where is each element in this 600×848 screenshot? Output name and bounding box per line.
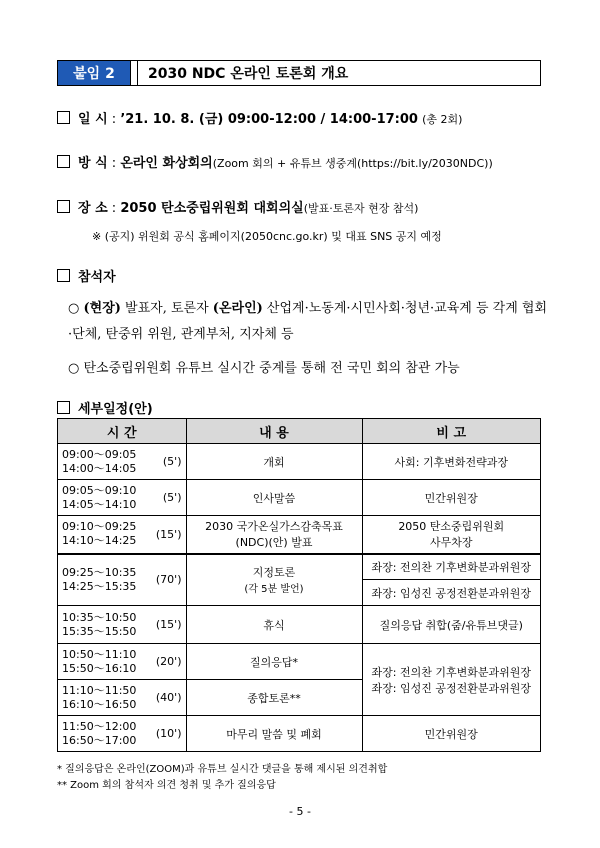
duration: (15') <box>152 516 187 554</box>
attendees-heading-text: 참석자 <box>78 270 116 285</box>
time-end: 16:10～16:50 <box>62 697 137 711</box>
content-line: 2030 국가온실가스감축목표 <box>205 520 343 534</box>
attachment-tag: 붙임 2 <box>58 61 130 85</box>
time-end: 15:50～16:10 <box>62 661 137 675</box>
schedule-table <box>57 418 541 752</box>
place-value: 2050 탄소중립위원회 대회의실 <box>120 201 304 216</box>
note-line: 좌장: 전의찬 기후변화분과위원장 <box>371 665 531 679</box>
checkbox-square-icon <box>57 155 70 168</box>
method-extra: (Zoom 회의 + 유튜브 생중계(https://bit.ly/2030NDC)) <box>212 157 493 170</box>
onsite-label: (현장) <box>83 301 121 316</box>
duration: (5') <box>152 444 187 480</box>
duration: (5') <box>152 480 187 516</box>
schedule-heading-text: 세부일정(안) <box>78 402 153 417</box>
duration: (20') <box>152 644 187 680</box>
duration: (70') <box>152 554 187 606</box>
document-title: 2030 NDC 온라인 토론회 개요 <box>148 66 349 82</box>
place-note: ※ (공지) 위원회 공식 홈페이지(2050cnc.go.kr) 및 대표 SNS 공지 예정 <box>92 230 442 243</box>
time-start: 10:35～10:50 <box>62 610 137 624</box>
page-number: - 5 - <box>289 805 311 818</box>
table-header-row <box>58 419 541 444</box>
content-cell: 질의응답* <box>186 644 362 680</box>
time-start: 09:10～09:25 <box>62 520 137 534</box>
checkbox-square-icon <box>57 111 70 124</box>
table-row <box>58 554 541 580</box>
time-end: 15:35～15:50 <box>62 624 137 638</box>
note-cell: 민간위원장 <box>362 480 541 516</box>
broadcast-text: 탄소중립위원회 유튜브 실시간 중계를 통해 전 국민 회의 참관 가능 <box>83 361 460 376</box>
time-end: 14:00～14:05 <box>62 461 137 475</box>
title-separator <box>130 61 138 85</box>
table-row <box>58 444 541 480</box>
table-row <box>58 606 541 644</box>
table-row <box>58 480 541 516</box>
time-start: 10:50～11:10 <box>62 647 137 661</box>
time-end: 14:10～14:25 <box>62 534 137 548</box>
note-cell: 질의응답 취합(줌/유튜브댓글) <box>362 606 541 644</box>
time-start: 11:50～12:00 <box>62 719 137 733</box>
date-label: 일 시 <box>78 112 108 127</box>
table-row <box>58 716 541 752</box>
circle-bullet-icon: ○ <box>68 361 84 376</box>
content-cell: 개회 <box>186 444 362 480</box>
time-start: 09:25～10:35 <box>62 565 137 579</box>
duration: (40') <box>152 680 187 716</box>
content-cell: 인사말씀 <box>186 480 362 516</box>
content-cell: 마무리 말씀 및 폐회 <box>186 716 362 752</box>
time-end: 16:50～17:00 <box>62 733 137 747</box>
attendees-paragraph-1 <box>68 296 548 348</box>
checkbox-square-icon <box>57 269 70 282</box>
table-row <box>58 644 541 680</box>
duration: (10') <box>152 716 187 752</box>
place-extra: (발표·토론자 현장 참석) <box>303 202 419 215</box>
method-value: 온라인 화상회의 <box>120 156 213 171</box>
note-cell: 민간위원장 <box>362 716 541 752</box>
time-end: 14:25～15:35 <box>62 579 137 593</box>
note-cell: 좌장: 전의찬 기후변화분과위원장 <box>362 554 541 580</box>
content-line: 지정토론 <box>252 566 296 580</box>
method-row: 방 식 : 온라인 화상회의(Zoom 회의 + 유튜브 생중계(https://bit.ly/2030NDC)) <box>57 152 493 171</box>
content-cell: 종합토론** <box>186 680 362 716</box>
time-end: 14:05～14:10 <box>62 497 137 511</box>
table-row <box>58 516 541 554</box>
content-cell <box>186 554 362 606</box>
footnote-1: * 질의응답은 온라인(ZOOM)과 유튜브 실시간 댓글을 통해 제시된 의견취합 <box>57 764 388 775</box>
content-cell <box>186 516 362 554</box>
method-label: 방 식 <box>78 156 108 171</box>
content-cell: 휴식 <box>186 606 362 644</box>
date-row: 일 시 : ’21. 10. 8. (금) 09:00-12:00 / 14:00-17:00 (총 2회) <box>57 108 462 127</box>
time-start: 09:00～09:05 <box>62 447 137 461</box>
duration: (15') <box>152 606 187 644</box>
checkbox-square-icon <box>57 200 70 213</box>
note-cell <box>362 516 541 554</box>
note-line: 2050 탄소중립위원회 <box>398 520 505 534</box>
title-bar <box>57 60 541 86</box>
attendees-paragraph-2 <box>68 356 548 382</box>
note-cell <box>362 644 541 716</box>
content-line: (NDC)(안) 발표 <box>235 536 313 550</box>
attendees-heading <box>57 266 116 285</box>
place-label: 장 소 <box>78 201 108 216</box>
note-line: 사무차장 <box>429 536 473 550</box>
time-start: 11:10～11:50 <box>62 683 137 697</box>
content-subline: (각 5분 발언) <box>244 584 304 596</box>
place-row: 장 소 : 2050 탄소중립위원회 대회의실(발표·토론자 현장 참석) <box>57 197 418 216</box>
note-cell: 좌장: 임성진 공정전환분과위원장 <box>362 580 541 606</box>
note-line: 좌장: 임성진 공정전환분과위원장 <box>371 681 531 695</box>
header-time: 시 간 <box>58 419 187 444</box>
online-text: 산업계·노동계·시민사회·청년·교육계 등 각계 협회·단체, 탄중위 위원, 관계부처, 지자체 등 <box>68 301 548 342</box>
checkbox-square-icon <box>57 401 70 414</box>
onsite-text: 발표자, 토론자 <box>120 301 213 316</box>
date-extra: (총 2회) <box>422 113 463 126</box>
date-value: ’21. 10. 8. (금) 09:00-12:00 / 14:00-17:00 <box>120 112 418 127</box>
time-start: 09:05～09:10 <box>62 483 137 497</box>
online-label: (온라인) <box>212 301 263 316</box>
footnote-2: ** Zoom 회의 참석자 의견 청취 및 추가 질의응답 <box>57 780 276 791</box>
schedule-heading <box>57 398 153 417</box>
header-note: 비 고 <box>362 419 541 444</box>
note-cell: 사회: 기후변화전략과장 <box>362 444 541 480</box>
header-content: 내 용 <box>186 419 362 444</box>
circle-bullet-icon: ○ <box>68 301 84 316</box>
